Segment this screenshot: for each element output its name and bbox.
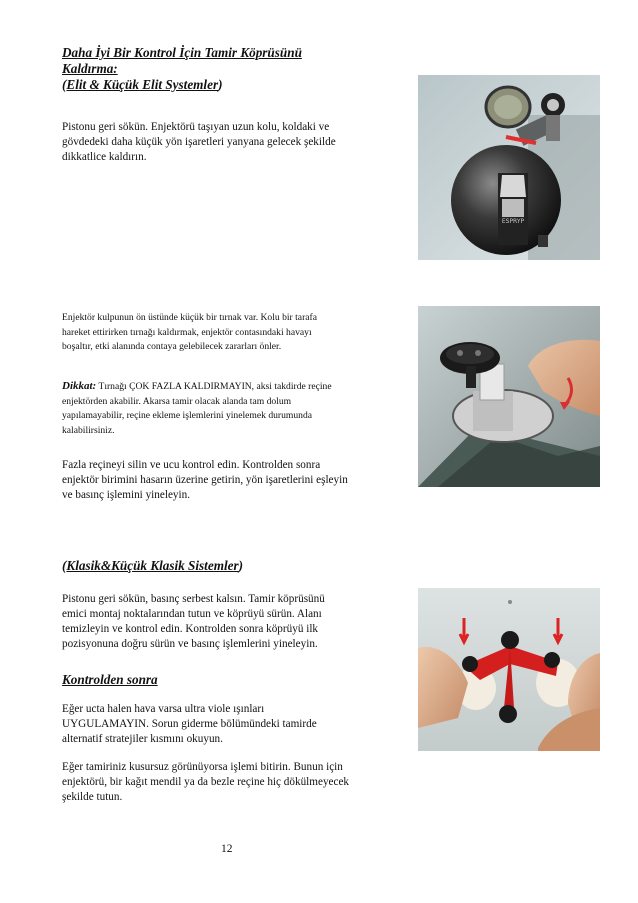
text-line: boşaltır, etki alanında contaya gelebilecek zararları önler. [62,341,282,352]
brand-label: ESPRYP [501,218,525,225]
text-line: Eğer tamiriniz kusursuz görünüyorsa işlemi bitirin. Bunun için [62,761,343,773]
section-title-line2: Kaldırma: [62,61,118,76]
section-title-line1: Daha İyi Bir Kontrol İçin Tamir Köprüsünü [62,45,302,60]
text-line: Fazla reçineyi silin ve ucu kontrol edin. Kontrolden sonra [62,459,321,471]
warning-label: Dikkat: [62,380,97,392]
paragraph-wipe-resin [62,458,348,503]
text-line: kalabilirsiniz. [62,424,115,436]
text-line: UYGULAMAYIN. Sorun giderme bölümündeki tamirde [62,718,317,730]
warning-text: Tırnağı ÇOK FAZLA KALDIRMAYIN, aksi takdirde reçine [96,381,332,392]
heading-after-check-text: Kontrolden sonra [62,672,158,687]
text-line: şekilde tutun. [62,791,123,803]
photo-repair-bridge [418,588,600,751]
text-line: Eğer ucta halen hava varsa ultra viole ışınları [62,703,265,715]
text-line: dikkatlice kaldırın. [62,151,147,163]
paragraph-classic [62,592,325,652]
text-line: pozisyonuna doğru sürün ve basınç işlemlerini yineleyin. [62,638,318,650]
text-line: yapılamayabilir, reçine ekleme işlemlerini yinelemek durumunda [62,410,313,421]
section-title [62,45,302,93]
text-line: Enjektör kulpunun ön üstünde küçük bir tırnak var. Kolu bir tarafa [62,312,317,323]
subtitle-elite: Elit & Küçük Elit Systemler [66,77,219,92]
text-line: gövdedeki daha küçük yön işaretleri yanyana gelecek şekilde [62,136,336,148]
text-line: temizleyin ve kontrol edin. Kontrolden sonra köprüyü ilk [62,623,319,635]
text-line: enjektörü, bir kağıt mendil ya da bezle reçine hiç dökülmeyecek [62,776,350,788]
text-line: emici montaj noktalarından tutun ve köprüyü sürün. Alanı [62,608,322,620]
section-subtitle-classic: (Klasik&Küçük Klasik Sistemler) [62,558,244,573]
section-subtitle: (Elit & Küçük Elit Systemler) [62,77,223,92]
text-line: ve basınç işlemini yineleyin. [62,489,191,501]
text-line: Pistonu geri sökün, basınç serbest kalsın. Tamir köprüsünü [62,593,325,605]
photo-injector-sphere [418,75,600,260]
text-line: alternatif stratejiler kısmını okuyun. [62,733,223,745]
heading-after-check [62,672,158,688]
text-line [62,379,332,395]
paragraph-tab [62,311,317,355]
paragraph-uv-warning [62,702,317,747]
text-line: Pistonu geri sökün. Enjektörü taşıyan uzun kolu, koldaki ve [62,121,330,133]
text-line: hareket ettirirken tırnağı kaldırmak, enjektör contasındaki havayı [62,326,312,338]
paragraph-finish [62,760,349,805]
subtitle-classic: Klasik&Küçük Klasik Sistemler [66,558,239,573]
text-line: enjektörden akabilir. Akarsa tamir olacak alanda tam dolum [62,395,292,407]
paragraph-warning [62,379,332,438]
photo-injector-knob [418,306,600,487]
page-number: 12 [221,843,233,855]
text-line: enjektör birimini hasarın üzerine getirin, yön işaretlerini eşleyin [62,474,348,486]
paragraph-remove-piston [62,120,336,165]
